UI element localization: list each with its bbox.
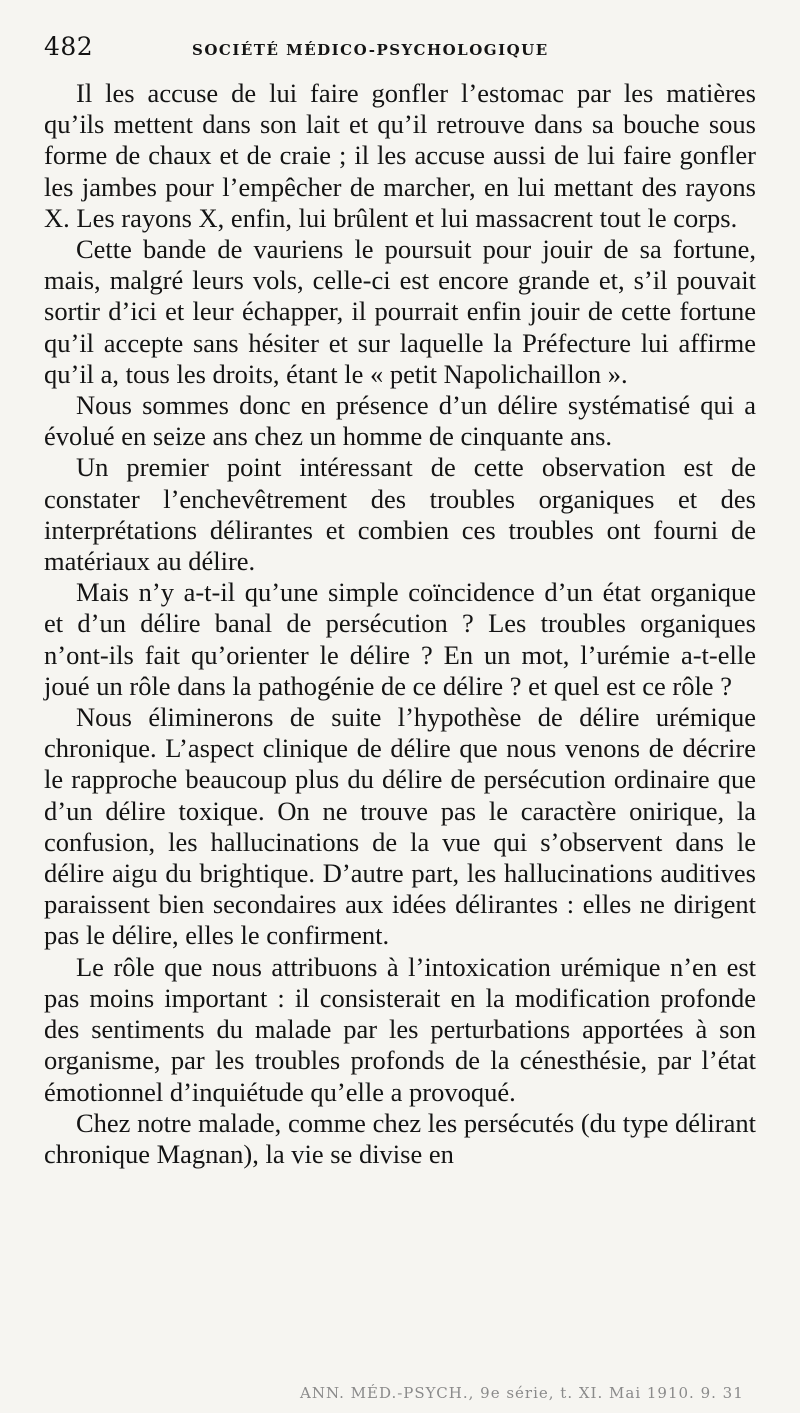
footer-signature: ANN. MÉD.-PSYCH., 9e série, t. XI. Mai 1910. 9. 31 xyxy=(300,1384,744,1402)
running-head-title: SOCIÉTÉ MÉDICO-PSYCHOLOGIQUE xyxy=(192,41,549,59)
paragraph: Cette bande de vauriens le poursuit pour jouir de sa fortune, mais, malgré leurs vols, celle-ci est encore grande et, s’il pouvait sortir d’ici et leur échapper, il pourrait enfin jouir de cette fortune qu’il accepte sans hésiter et sur laquelle la Préfecture lui affirme qu’il a, tous les droits, étant le « petit Napolichaillon ». xyxy=(44,234,756,389)
paragraph: Un premier point intéressant de cette observation est de constater l’enchevêtrement des troubles organiques et des interprétations délirantes et combien ces troubles ont fourni de matériaux au délire. xyxy=(44,452,756,577)
paragraph: Mais n’y a-t-il qu’une simple coïncidence d’un état organique et d’un délire banal de persécution ? Les troubles organiques n’ont-ils fait qu’orienter le délire ? En un mot, l’urémie a-t-elle joué un rôle dans la pathogénie de ce délire ? et quel est ce rôle ? xyxy=(44,577,756,701)
running-head xyxy=(44,32,756,68)
paragraph: Nous sommes donc en présence d’un délire systématisé qui a évolué en seize ans chez un homme de cinquante ans. xyxy=(44,390,756,452)
body-text xyxy=(44,78,756,1170)
paragraph: Chez notre malade, comme chez les persécutés (du type délirant chronique Magnan), la vie se divise en xyxy=(44,1107,756,1169)
paragraph: Il les accuse de lui faire gonfler l’estomac par les matières qu’ils mettent dans son lait et qu’il retrouve dans sa bouche sous forme de chaux et de craie ; il les accuse aussi de lui faire gonfler les jambes pour l’empêcher de marcher, en lui mettant des rayons X. Les rayons X, enfin, lui brûlent et lui massacrent tout le corps. xyxy=(44,78,756,233)
paragraph: Nous éliminerons de suite l’hypothèse de délire urémique chronique. L’aspect clinique de délire que nous venons de décrire le rapproche beaucoup plus du délire de persécution ordinaire que d’un délire toxique. On ne trouve pas le caractère onirique, la confusion, les hallucinations de la vue qui s’observent dans le délire aigu du brightique. D’autre part, les hallucinations auditives paraissent bien secondaires aux idées délirantes : elles ne dirigent pas le délire, elles le confirment. xyxy=(44,702,756,951)
page-number: 482 xyxy=(44,32,94,61)
paragraph: Le rôle que nous attribuons à l’intoxication urémique n’en est pas moins important : il consisterait en la modification profonde des sentiments du malade par les perturbations apportées à son organisme, par les troubles profonds de la cénesthésie, par l’état émotionnel d’inquiétude qu’elle a provoqué. xyxy=(44,951,756,1107)
